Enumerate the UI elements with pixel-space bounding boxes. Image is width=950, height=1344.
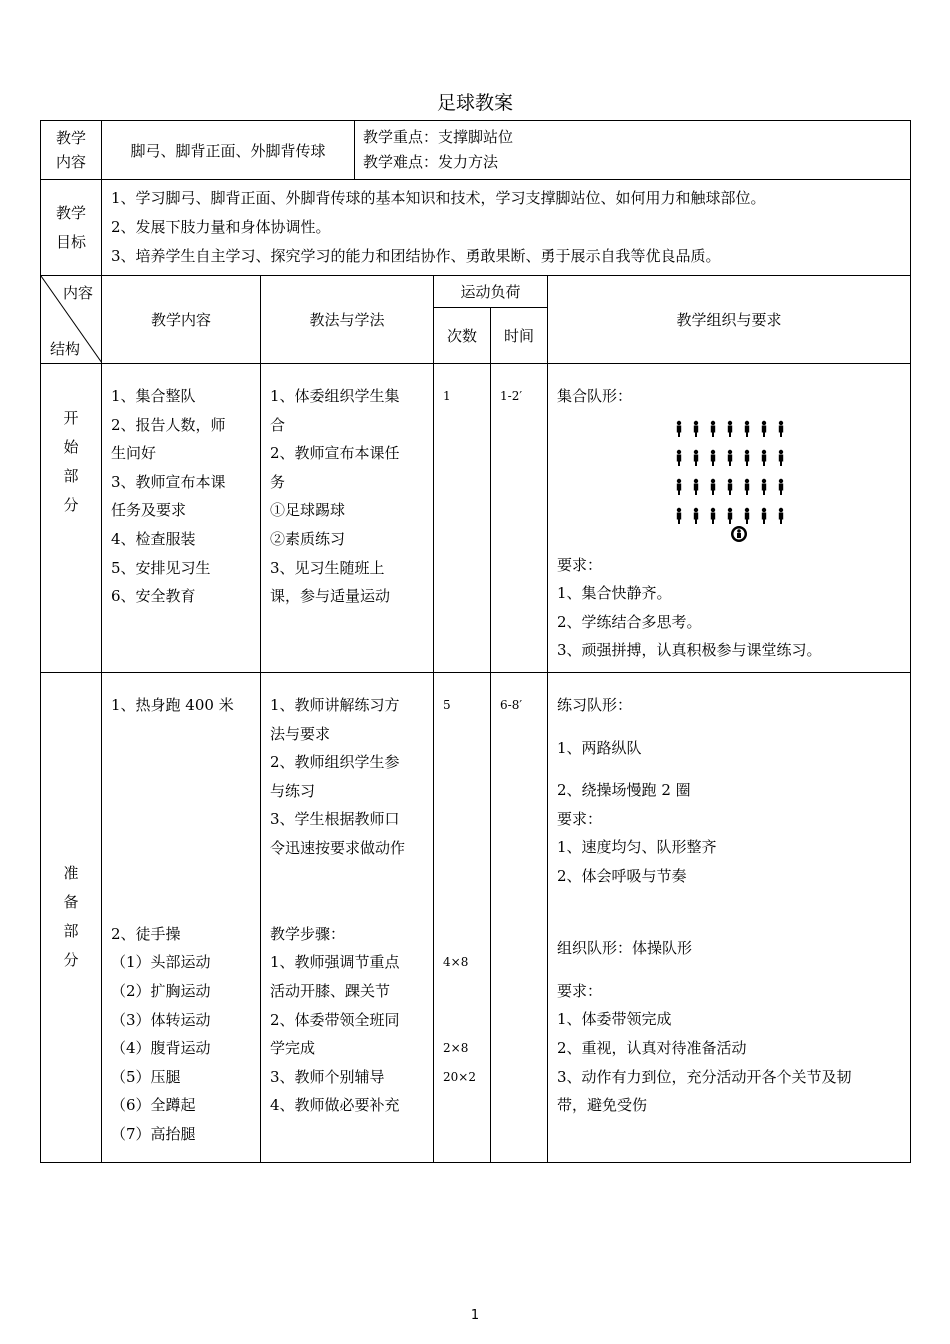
student-figure-icon bbox=[728, 507, 732, 523]
col-content: 教学内容 bbox=[102, 276, 261, 364]
student-figure-icon bbox=[728, 449, 732, 465]
student-figure-icon bbox=[779, 507, 783, 523]
prep-org-line: 2、绕操场慢跑 2 圈 bbox=[557, 781, 691, 800]
col-organization: 教学组织与要求 bbox=[548, 276, 911, 364]
start-org-cell bbox=[548, 364, 911, 673]
prep-content-line: 2、徒手操 bbox=[111, 924, 181, 943]
start-label-char: 始 bbox=[63, 438, 79, 456]
start-time-cell bbox=[491, 364, 548, 673]
prep-org-req: 1、体委带领完成 bbox=[557, 1010, 672, 1029]
content-value: 脚弓、脚背正面、外脚背传球 bbox=[130, 141, 326, 160]
prep-method-line: 2、体委带领全班同 bbox=[270, 1010, 400, 1029]
student-figure-icon bbox=[728, 420, 732, 436]
prep-time-cell bbox=[491, 672, 548, 1162]
diag-top-label: 内容 bbox=[62, 284, 93, 302]
lesson-plan-table bbox=[40, 120, 911, 1163]
start-content-line: 5、安排见习生 bbox=[111, 558, 211, 577]
start-label-char: 开 bbox=[63, 409, 79, 427]
col-method: 教法与学法 bbox=[261, 276, 434, 364]
prep-method-line: 教学步骤： bbox=[270, 924, 346, 943]
student-figure-icon bbox=[745, 507, 749, 523]
start-org-req-title: 要求： bbox=[557, 555, 603, 574]
prep-method-line: 4、教师做必要补充 bbox=[270, 1096, 400, 1115]
start-method-line: 务 bbox=[270, 472, 286, 491]
student-figure-icon bbox=[745, 478, 749, 494]
start-content-line: 生问好 bbox=[111, 444, 157, 463]
start-content-line: 4、检查服装 bbox=[111, 529, 196, 548]
student-figures bbox=[677, 420, 783, 523]
student-figure-icon bbox=[694, 420, 698, 436]
prep-org-req: 2、体会呼吸与节奏 bbox=[557, 866, 687, 885]
student-figure-icon bbox=[677, 478, 681, 494]
student-figure-icon bbox=[728, 478, 732, 494]
start-content-line: 1、集合整队 bbox=[111, 387, 196, 405]
prep-org-req-title: 要求： bbox=[557, 981, 603, 1000]
col-time: 时间 bbox=[491, 308, 548, 364]
start-count-cell bbox=[434, 364, 491, 673]
student-figure-icon bbox=[711, 507, 715, 523]
student-figure-icon bbox=[694, 449, 698, 465]
prep-content-line: （3）体转运动 bbox=[111, 1010, 211, 1029]
student-figure-icon bbox=[762, 420, 766, 436]
start-org-req: 3、顽强拼搏，认真积极参与课堂练习。 bbox=[557, 641, 822, 660]
prep-org-req: 2、重视，认真对待准备活动 bbox=[557, 1038, 747, 1057]
prep-method-line: 活动开膝、踝关节 bbox=[270, 981, 391, 1000]
student-figure-icon bbox=[762, 507, 766, 523]
start-label-cell bbox=[41, 364, 102, 673]
start-method-line: 合 bbox=[270, 415, 286, 434]
prep-label-char: 分 bbox=[63, 951, 79, 970]
prep-count: 4×8 bbox=[443, 955, 469, 970]
content-row bbox=[41, 121, 911, 180]
prep-org-req: 带，避免受伤 bbox=[557, 1096, 648, 1115]
prep-content-line: （7）高抬腿 bbox=[111, 1124, 196, 1143]
student-figure-icon bbox=[779, 449, 783, 465]
prep-content-line: （1）头部运动 bbox=[111, 953, 211, 972]
student-figure-icon bbox=[677, 420, 681, 436]
start-org-title: 集合队形： bbox=[557, 387, 633, 405]
key-point: 教学重点：支撑脚站位 bbox=[363, 128, 514, 146]
prep-label-cell bbox=[41, 672, 102, 1162]
prep-org-title: 组织队形：体操队形 bbox=[557, 939, 693, 958]
start-method-line: 1、体委组织学生集 bbox=[270, 387, 400, 405]
prep-content-line: （6）全蹲起 bbox=[111, 1096, 196, 1115]
start-method-line: ②素质练习 bbox=[270, 529, 346, 548]
student-figure-icon bbox=[677, 507, 681, 523]
student-figure-icon bbox=[779, 478, 783, 494]
start-section-row bbox=[41, 364, 911, 673]
prep-count-cell bbox=[434, 672, 491, 1162]
prep-content-line: （4）腹背运动 bbox=[111, 1039, 211, 1058]
prep-method-cell bbox=[261, 672, 434, 1162]
student-figure-icon bbox=[694, 478, 698, 494]
start-org-req: 1、集合快静齐。 bbox=[557, 584, 672, 603]
diagonal-header-cell bbox=[41, 276, 102, 364]
prep-content-cell bbox=[102, 672, 261, 1162]
prep-count: 2×8 bbox=[443, 1041, 469, 1056]
student-figure-icon bbox=[745, 449, 749, 465]
prep-content-line: 1、热身跑 400 米 bbox=[111, 695, 234, 714]
start-method-line: ①足球踢球 bbox=[270, 501, 346, 520]
student-figure-icon bbox=[711, 420, 715, 436]
content-value-cell bbox=[102, 121, 355, 180]
content-label: 教学内容 bbox=[55, 129, 86, 171]
prep-content-line: （5）压腿 bbox=[111, 1067, 181, 1086]
diag-bottom-label: 结构 bbox=[50, 340, 81, 358]
prep-org-req-title: 要求： bbox=[557, 809, 603, 828]
start-method-line: 课，参与适量运动 bbox=[270, 587, 391, 606]
student-figure-icon bbox=[711, 449, 715, 465]
start-time: 1-2′ bbox=[500, 389, 523, 403]
start-org-req: 2、学练结合多思考。 bbox=[557, 612, 702, 631]
page-number: 1 bbox=[470, 1308, 480, 1323]
objectives-row bbox=[41, 180, 911, 276]
start-content-line: 2、报告人数，师 bbox=[111, 415, 226, 434]
start-count: 1 bbox=[443, 389, 451, 403]
prep-org-cell bbox=[548, 672, 911, 1162]
start-content-cell bbox=[102, 364, 261, 673]
content-label-cell bbox=[41, 121, 102, 180]
key-points-cell bbox=[355, 121, 911, 180]
objectives-label-cell bbox=[41, 180, 102, 276]
prep-org-req: 1、速度均匀、队形整齐 bbox=[557, 838, 717, 857]
prep-count: 20×2 bbox=[443, 1069, 476, 1084]
assembly-formation-diagram bbox=[675, 417, 785, 543]
start-content-line: 任务及要求 bbox=[111, 501, 187, 520]
prep-method-line: 3、学生根据教师口 bbox=[270, 810, 400, 829]
prep-org-req: 3、动作有力到位，充分活动开各个关节及韧 bbox=[557, 1067, 852, 1086]
column-header-row bbox=[41, 276, 911, 308]
prep-time: 6-8′ bbox=[500, 697, 523, 712]
prep-label-char: 准 bbox=[63, 864, 79, 883]
objectives-cell bbox=[102, 180, 911, 276]
student-figure-icon bbox=[779, 420, 783, 436]
student-figure-icon bbox=[762, 478, 766, 494]
start-content-line: 3、教师宣布本课 bbox=[111, 472, 226, 491]
prep-org-title: 练习队形： bbox=[557, 695, 633, 714]
prep-section-row bbox=[41, 672, 911, 1162]
objectives-label: 教学目标 bbox=[55, 203, 86, 251]
student-figure-icon bbox=[677, 449, 681, 465]
prep-org-line: 1、两路纵队 bbox=[557, 738, 642, 757]
student-figure-icon bbox=[745, 420, 749, 436]
prep-method-line: 法与要求 bbox=[270, 724, 331, 743]
difficulty: 教学难点：发力方法 bbox=[363, 153, 499, 171]
col-count: 次数 bbox=[434, 308, 491, 364]
teacher-icon bbox=[731, 526, 747, 542]
start-content-line: 6、安全教育 bbox=[111, 587, 196, 606]
objective-item: 2、发展下肢力量和身体协调性。 bbox=[111, 218, 331, 236]
prep-method-line: 3、教师个别辅导 bbox=[270, 1067, 385, 1086]
start-method-cell bbox=[261, 364, 434, 673]
objective-item: 1、学习脚弓、脚背正面、外脚背传球的基本知识和技术，学习支撑脚站位、如何用力和触球部位。 bbox=[111, 189, 766, 207]
student-figure-icon bbox=[762, 449, 766, 465]
start-method-line: 3、见习生随班上 bbox=[270, 558, 385, 577]
student-figure-icon bbox=[694, 507, 698, 523]
prep-method-line: 2、教师组织学生参 bbox=[270, 753, 400, 772]
start-label-char: 部 bbox=[63, 467, 79, 485]
prep-content-line: （2）扩胸运动 bbox=[111, 981, 211, 1000]
prep-label-char: 部 bbox=[63, 922, 79, 941]
prep-count: 5 bbox=[443, 697, 451, 712]
student-figure-icon bbox=[711, 478, 715, 494]
prep-method-line: 学完成 bbox=[270, 1039, 316, 1058]
prep-method-line: 令迅速按要求做动作 bbox=[270, 838, 406, 857]
prep-method-line: 1、教师讲解练习方 bbox=[270, 695, 400, 714]
prep-method-line: 与练习 bbox=[270, 781, 316, 800]
start-label-char: 分 bbox=[63, 496, 79, 514]
prep-label-char: 备 bbox=[63, 893, 79, 912]
start-method-line: 2、教师宣布本课任 bbox=[270, 444, 400, 463]
prep-method-line: 1、教师强调节重点 bbox=[270, 953, 400, 972]
col-load: 运动负荷 bbox=[434, 276, 548, 308]
objective-item: 3、培养学生自主学习、探究学习的能力和团结协作、勇敢果断、勇于展示自我等优良品质。 bbox=[111, 247, 721, 265]
page-title: 足球教案 bbox=[436, 92, 513, 114]
